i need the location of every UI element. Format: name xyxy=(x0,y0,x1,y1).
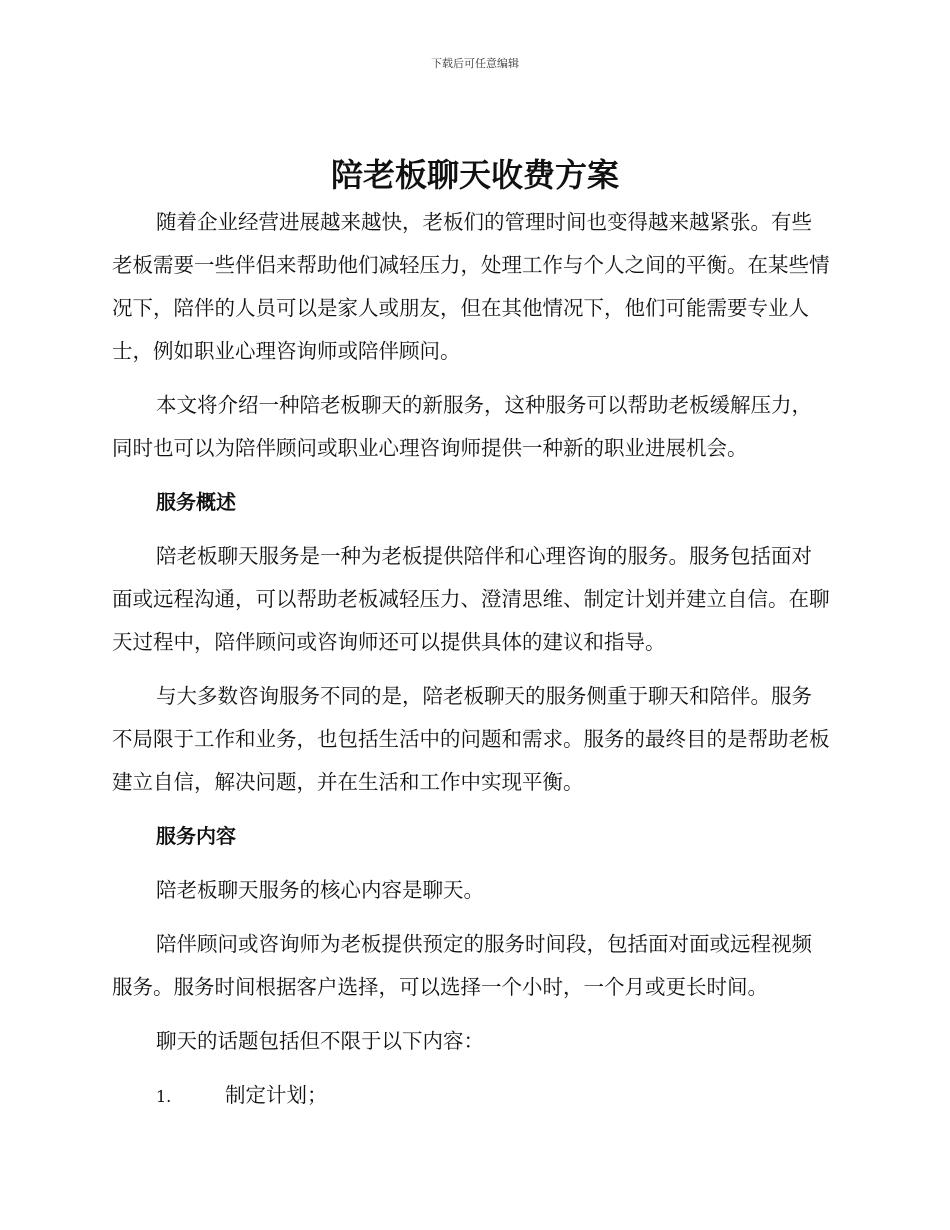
page-header-note: 下载后可任意编辑 xyxy=(431,57,519,70)
content-paragraph-1: 陪老板聊天服务的核心内容是聊天。 xyxy=(156,878,484,902)
list-item xyxy=(112,1074,832,1118)
purpose-paragraph: 本文将介绍一种陪老板聊天的新服务，这种服务可以帮助老板缓解压力，同时也可以为陪伴顾问或职业心理咨询师提供一种新的职业进展机会。 xyxy=(112,393,812,460)
list-item-number: 1. xyxy=(156,1087,172,1106)
document-title: 陪老板聊天收费方案 xyxy=(330,156,619,194)
overview-paragraph-1: 陪老板聊天服务是一种为老板提供陪伴和心理咨询的服务。服务包括面对面或远程沟通，可以帮助老板减轻压力、澄清思维、制定计划并建立自信。在聊天过程中，陪伴顾问或咨询师还可以提供具体的建议和指导。 xyxy=(112,544,830,654)
section-heading-overview: 服务概述 xyxy=(156,490,236,514)
document-body xyxy=(112,201,832,1129)
overview-paragraph-2: 与大多数咨询服务不同的是，陪老板聊天的服务侧重于聊天和陪伴。服务不局限于工作和业务，也包括生活中的问题和需求。服务的最终目的是帮助老板建立自信，解决问题，并在生活和工作中实现平衡。 xyxy=(112,684,830,794)
intro-paragraph: 随着企业经营进展越来越快，老板们的管理时间也变得越来越紧张。有些老板需要一些伴侣来帮助他们减轻压力，处理工作与个人之间的平衡。在某些情况下，陪伴的人员可以是家人或朋友，但在其他情况下，他们可能需要专业人士，例如职业心理咨询师或陪伴顾问。 xyxy=(112,210,830,363)
list-item-text: 制定计划； xyxy=(225,1083,328,1107)
section-heading-content: 服务内容 xyxy=(156,824,236,848)
content-paragraph-2: 陪伴顾问或咨询师为老板提供预定的服务时间段，包括面对面或远程视频服务。服务时间根据客户选择，可以选择一个小时，一个月或更长时间。 xyxy=(112,932,812,999)
content-paragraph-3: 聊天的话题包括但不限于以下内容： xyxy=(156,1029,484,1053)
